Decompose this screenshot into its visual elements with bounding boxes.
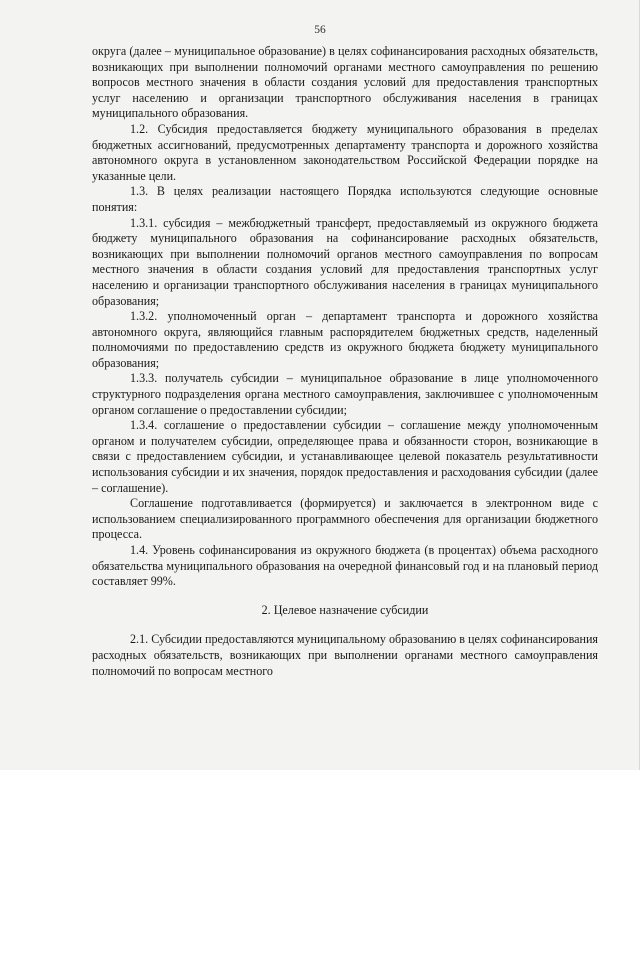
paragraph-1-3-4: 1.3.4. соглашение о предоставлении субсидии – соглашение между уполномоченным органом и получателем субсидии, определяющее права и обязанности сторон, возникающие в связи с предоставлением субсидии, и устанавливающее целевой показатель результативности использования субсидии и их значения, порядок предоставления и расходования субсидии (далее – соглашение). — [92, 418, 598, 495]
section-heading: 2. Целевое назначение субсидии — [261, 602, 429, 617]
paragraph-2-1: 2.1. Субсидии предоставляются муниципальному образованию в целях софинансирования расходных обязательств, возникающих при выполнении органами местного самоуправления полномочий по вопросам местного — [92, 632, 598, 678]
paragraph-1-3-2: 1.3.2. уполномоченный орган – департамент транспорта и дорожного хозяйства автономного округа, являющийся главным распорядителем бюджетных средств, наделенный полномочиями по предоставлению средств из окружного бюджета бюджету муниципального образования; — [92, 309, 598, 370]
paragraph-1-3: 1.3. В целях реализации настоящего Порядка используются следующие основные понятия: — [92, 184, 598, 214]
document-body — [92, 44, 598, 679]
paragraph-1-2: 1.2. Субсидия предоставляется бюджету муниципального образования в пределах бюджетных ассигнований, предусмотренных департаменту транспорта и дорожного хозяйства автономного округа в установленном законодательством Российской Федерации порядке на указанные цели. — [92, 121, 598, 183]
blank-area — [0, 770, 640, 970]
paragraph-1-3-3: 1.3.3. получатель субсидии – муниципальное образование в лице уполномоченного структурного подразделения органа местного самоуправления, заключившее с уполномоченным органом соглашение о предоставлении субсидии; — [92, 371, 598, 417]
paragraph-1-3-1: 1.3.1. субсидия – межбюджетный трансферт, предоставляемый из окружного бюджета бюджету муниципального образования на софинансирование расходных обязательств, возникающих при выполнении полномочий органов местного самоуправления по вопросам местного значения в области создания условий для предоставления транспортных услуг населению и организации транспортного обслуживания населения в границах муниципального образования; — [92, 215, 598, 308]
paragraph-continuation: округа (далее – муниципальное образование) в целях софинансирования расходных обязательств, возникающих при выполнении полномочий органами местного самоуправления по решению вопросов местного значения в области создания условий для предоставления транспортных услуг населению и организации транспортного обслуживания населения в границах муниципального образования. — [92, 44, 598, 121]
page-number: 56 — [314, 24, 326, 36]
paragraph-agreement: Соглашение подготавливается (формируется) и заключается в электронном виде с использованием специализированного программного обеспечения для организации бюджетного процесса. — [92, 496, 598, 542]
paragraph-1-4: 1.4. Уровень софинансирования из окружного бюджета (в процентах) объема расходного обязательства муниципального образования на очередной финансовый год и на плановый период составляет 99%. — [92, 543, 598, 589]
